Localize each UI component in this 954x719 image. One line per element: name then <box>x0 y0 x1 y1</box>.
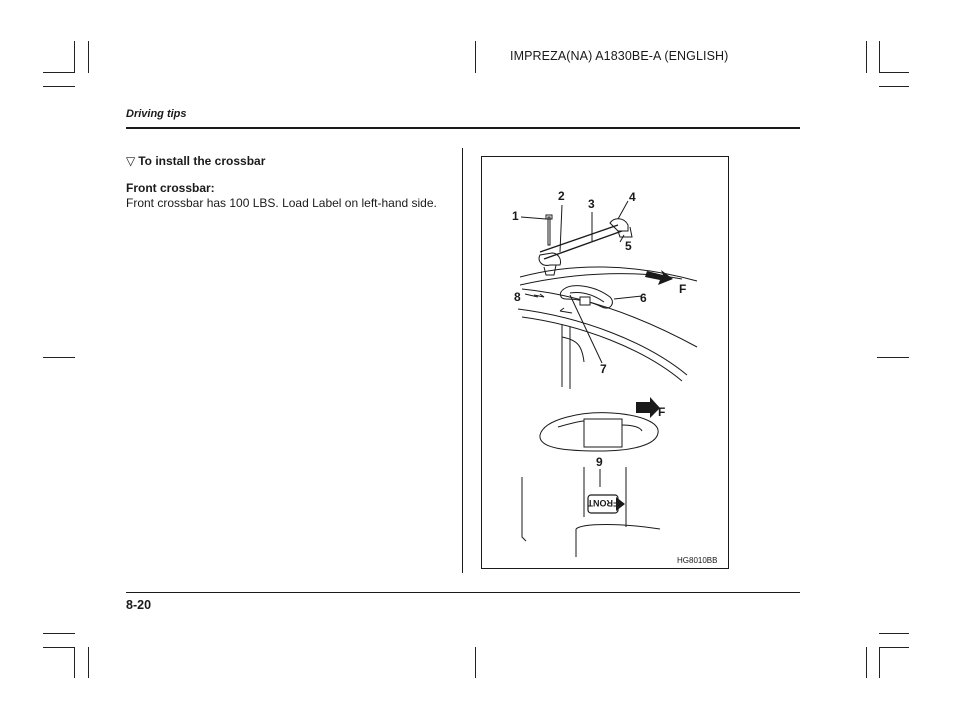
document-code: IMPREZA(NA) A1830BE-A (ENGLISH) <box>510 49 729 63</box>
bracket-top-view <box>622 425 642 431</box>
callout-5: 5 <box>625 239 632 253</box>
leader-line <box>522 477 526 541</box>
subheading <box>126 154 265 168</box>
page-number: 8-20 <box>126 598 152 612</box>
callout-1: 1 <box>512 209 519 223</box>
load-label-small <box>580 297 590 305</box>
callout-7: 7 <box>600 362 607 376</box>
label-view-frame <box>576 525 660 530</box>
direction-label-lower: F <box>658 405 666 419</box>
crossbar-drawing <box>482 157 730 570</box>
roof-rail <box>522 289 697 347</box>
label-area <box>584 419 622 447</box>
crop-mark <box>879 633 909 634</box>
crop-mark <box>877 357 909 358</box>
callout-4: 4 <box>629 190 636 204</box>
callout-2: 2 <box>558 189 565 203</box>
figure-code: HG8010BB <box>677 556 718 565</box>
crop-mark <box>88 647 89 678</box>
crop-mark <box>879 72 909 73</box>
callout-8: 8 <box>514 290 521 304</box>
crop-mark <box>43 72 75 73</box>
door-frame <box>562 337 584 362</box>
crop-mark <box>866 647 867 678</box>
crossbar-illustration <box>481 156 729 569</box>
column-divider <box>462 148 463 573</box>
crossbar-foot <box>539 253 560 265</box>
triangle-marker-icon: ▽ <box>126 154 136 168</box>
leader-line <box>620 235 624 242</box>
crossbar-foot <box>610 219 628 231</box>
leader-line <box>618 201 628 219</box>
crop-mark <box>74 41 75 73</box>
crop-mark <box>475 41 476 73</box>
mark-arrow <box>560 311 572 313</box>
callout-9: 9 <box>596 455 603 469</box>
footer-rule <box>126 592 800 593</box>
subheading-text: To install the crossbar <box>138 154 266 168</box>
leader-line <box>521 217 546 219</box>
leader-line <box>614 296 642 299</box>
crop-mark <box>88 41 89 73</box>
bracket-top-view <box>540 413 658 451</box>
paragraph-body: Front crossbar has 100 LBS. Load Label on left-hand side. <box>126 196 437 210</box>
bolt <box>548 217 550 245</box>
crop-mark <box>879 647 880 678</box>
paragraph-heading: Front crossbar: <box>126 181 215 195</box>
crossbar <box>544 231 622 259</box>
crop-mark <box>866 41 867 73</box>
direction-label-upper: F <box>679 282 687 296</box>
crop-mark <box>879 647 909 648</box>
header-rule <box>126 127 800 129</box>
crossbar <box>540 225 618 252</box>
crop-mark <box>43 647 75 648</box>
mark-arrow <box>560 308 564 311</box>
crop-mark <box>879 86 909 87</box>
callout-6: 6 <box>640 291 647 305</box>
crop-mark <box>879 41 880 73</box>
crop-mark <box>43 86 75 87</box>
callout-3: 3 <box>588 197 595 211</box>
crop-mark <box>475 647 476 678</box>
crop-mark <box>43 633 75 634</box>
front-label-text: FRONT <box>587 498 619 508</box>
crop-mark <box>74 647 75 678</box>
bracket-top-view <box>558 421 584 427</box>
section-title: Driving tips <box>126 108 187 120</box>
front-arrow-icon <box>636 397 660 418</box>
crop-mark <box>43 357 75 358</box>
